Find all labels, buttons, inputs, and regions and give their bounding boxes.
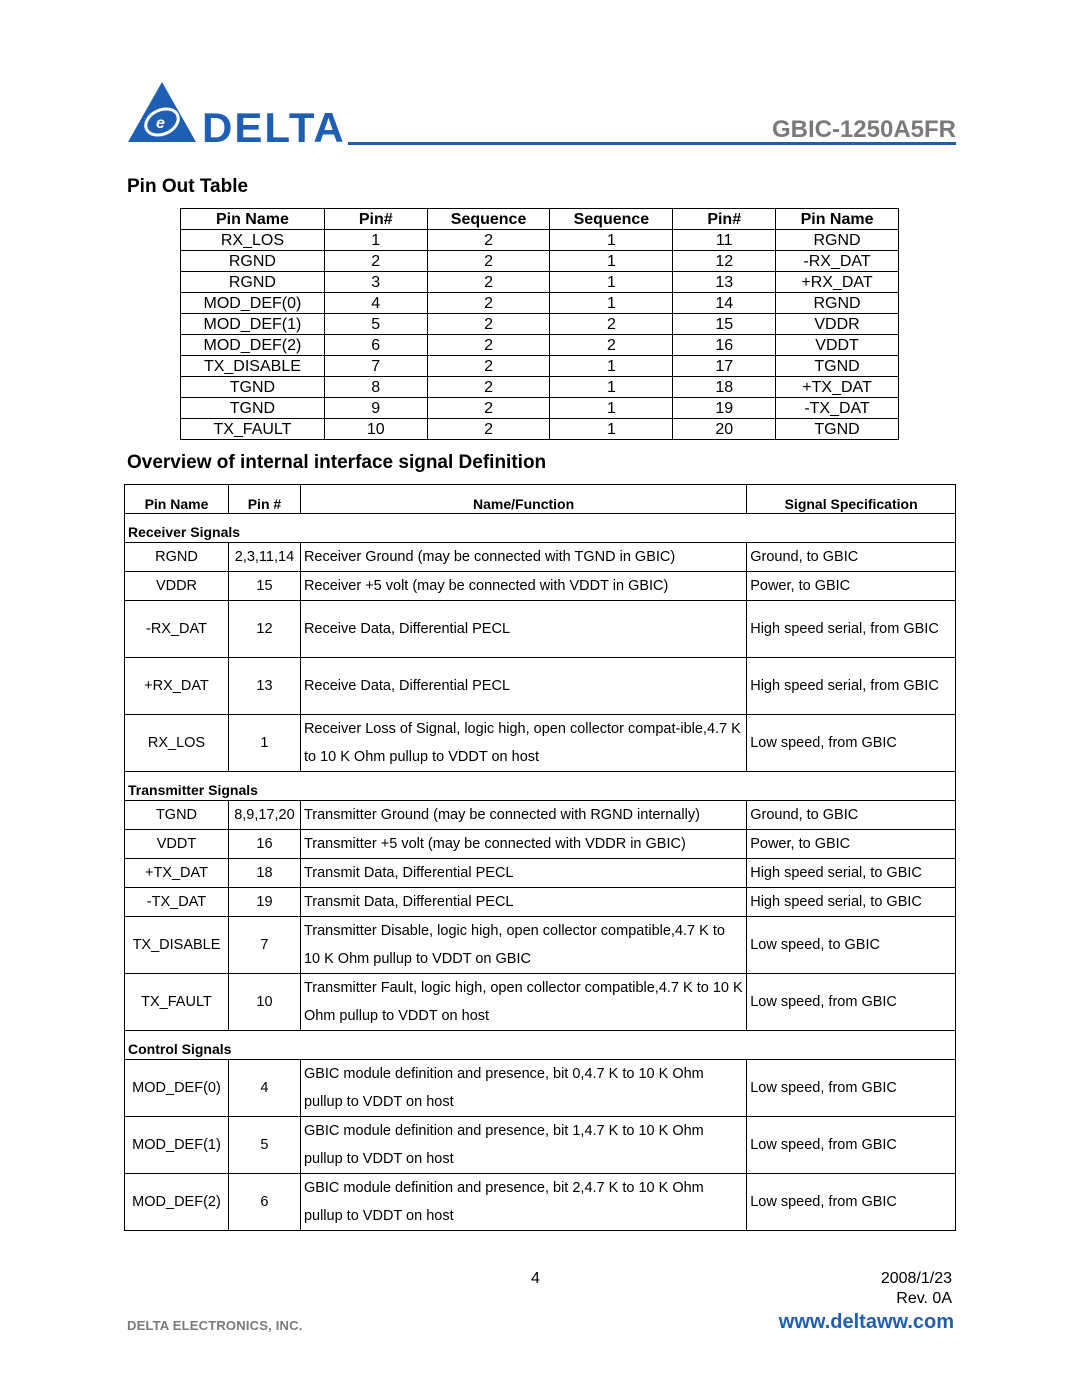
table-cell: TGND: [776, 419, 899, 440]
column-header: Sequence: [550, 209, 673, 230]
table-cell: 3: [324, 272, 427, 293]
signal-row: [125, 974, 956, 1031]
pin-out-row: [181, 377, 899, 398]
table-cell: 14: [673, 293, 776, 314]
table-cell: 10: [228, 974, 300, 1031]
table-cell: Low speed, to GBIC: [747, 917, 956, 974]
delta-logo: [126, 78, 346, 146]
table-cell: 1: [550, 272, 673, 293]
pin-out-row: [181, 272, 899, 293]
table-cell: 7: [228, 917, 300, 974]
pin-out-row: [181, 356, 899, 377]
table-cell: 2: [550, 335, 673, 356]
signal-group-label: Receiver Signals: [125, 514, 956, 543]
signal-definition-table: [124, 484, 956, 1231]
signal-row: [125, 658, 956, 715]
table-cell: 2: [324, 251, 427, 272]
table-cell: TGND: [181, 377, 325, 398]
signal-row: [125, 601, 956, 658]
logo-wordmark: DELTA: [202, 104, 346, 146]
column-header: Pin#: [324, 209, 427, 230]
signal-row: [125, 917, 956, 974]
table-cell: 1: [550, 419, 673, 440]
table-cell: Receive Data, Differential PECL: [300, 601, 746, 658]
table-cell: 1: [550, 356, 673, 377]
table-cell: 13: [673, 272, 776, 293]
table-cell: 2: [427, 335, 550, 356]
table-cell: 16: [228, 830, 300, 859]
table-cell: 5: [228, 1117, 300, 1174]
pin-out-row: [181, 314, 899, 335]
table-cell: 5: [324, 314, 427, 335]
table-cell: 19: [673, 398, 776, 419]
signal-row: [125, 1060, 956, 1117]
column-header: Pin#: [673, 209, 776, 230]
table-cell: Low speed, from GBIC: [747, 1174, 956, 1231]
signal-row: [125, 572, 956, 601]
table-cell: TX_FAULT: [181, 419, 325, 440]
pin-out-title: Pin Out Table: [127, 176, 249, 197]
table-cell: 2: [427, 377, 550, 398]
table-cell: RGND: [181, 272, 325, 293]
column-header: Pin Name: [181, 209, 325, 230]
column-header: Sequence: [427, 209, 550, 230]
table-cell: 7: [324, 356, 427, 377]
table-cell: RGND: [776, 293, 899, 314]
table-cell: 2: [427, 419, 550, 440]
table-cell: 8: [324, 377, 427, 398]
table-cell: +TX_DAT: [776, 377, 899, 398]
pin-out-header-row: [181, 209, 899, 230]
table-cell: 18: [673, 377, 776, 398]
table-cell: VDDR: [125, 572, 229, 601]
table-cell: VDDT: [125, 830, 229, 859]
table-cell: Low speed, from GBIC: [747, 715, 956, 772]
table-cell: 9: [324, 398, 427, 419]
signal-row: [125, 543, 956, 572]
table-cell: Transmitter +5 volt (may be connected with VDDR in GBIC): [300, 830, 746, 859]
table-cell: Power, to GBIC: [747, 830, 956, 859]
table-cell: Receive Data, Differential PECL: [300, 658, 746, 715]
table-cell: +RX_DAT: [776, 272, 899, 293]
table-cell: 6: [324, 335, 427, 356]
pin-out-table: [180, 208, 899, 440]
table-cell: 19: [228, 888, 300, 917]
pin-out-row: [181, 251, 899, 272]
table-cell: GBIC module definition and presence, bit 2,4.7 K to 10 K Ohm pullup to VDDT on host: [300, 1174, 746, 1231]
table-cell: -RX_DAT: [776, 251, 899, 272]
table-cell: 15: [673, 314, 776, 335]
company-name: DELTA ELECTRONICS, INC.: [127, 1318, 303, 1333]
table-cell: VDDT: [776, 335, 899, 356]
table-cell: 1: [324, 230, 427, 251]
table-cell: 12: [673, 251, 776, 272]
signal-header-row: [125, 485, 956, 514]
table-cell: +TX_DAT: [125, 859, 229, 888]
table-cell: TX_DISABLE: [181, 356, 325, 377]
table-cell: RGND: [125, 543, 229, 572]
table-cell: MOD_DEF(2): [125, 1174, 229, 1231]
table-cell: 13: [228, 658, 300, 715]
page-number: 4: [531, 1270, 540, 1287]
table-cell: TGND: [125, 801, 229, 830]
table-cell: MOD_DEF(1): [181, 314, 325, 335]
table-cell: 1: [550, 293, 673, 314]
table-cell: 1: [228, 715, 300, 772]
table-cell: 2: [427, 356, 550, 377]
table-cell: Ground, to GBIC: [747, 543, 956, 572]
table-cell: RGND: [776, 230, 899, 251]
svg-text:e: e: [156, 115, 165, 132]
table-cell: 2: [427, 230, 550, 251]
table-cell: GBIC module definition and presence, bit 1,4.7 K to 10 K Ohm pullup to VDDT on host: [300, 1117, 746, 1174]
signal-row: [125, 830, 956, 859]
table-cell: Low speed, from GBIC: [747, 1060, 956, 1117]
table-cell: Transmitter Disable, logic high, open collector compatible,4.7 K to 10 K Ohm pullup to VDDT on GBIC: [300, 917, 746, 974]
table-cell: 17: [673, 356, 776, 377]
document-title: GBIC-1250A5FR: [771, 116, 956, 143]
signal-group-row: [125, 514, 956, 543]
table-cell: 18: [228, 859, 300, 888]
table-cell: VDDR: [776, 314, 899, 335]
table-cell: MOD_DEF(1): [125, 1117, 229, 1174]
table-cell: High speed serial, from GBIC: [747, 658, 956, 715]
table-cell: 6: [228, 1174, 300, 1231]
table-cell: 2: [427, 293, 550, 314]
signal-row: [125, 888, 956, 917]
table-cell: 2: [427, 398, 550, 419]
table-cell: Transmitter Ground (may be connected with RGND internally): [300, 801, 746, 830]
signal-row: [125, 859, 956, 888]
table-cell: Receiver +5 volt (may be connected with VDDT in GBIC): [300, 572, 746, 601]
signal-row: [125, 1117, 956, 1174]
signal-group-label: Control Signals: [125, 1031, 956, 1060]
column-header: Pin Name: [776, 209, 899, 230]
table-cell: High speed serial, from GBIC: [747, 601, 956, 658]
table-cell: 1: [550, 377, 673, 398]
signal-row: [125, 715, 956, 772]
table-cell: 2,3,11,14: [228, 543, 300, 572]
table-cell: RX_LOS: [181, 230, 325, 251]
column-header: Pin #: [228, 485, 300, 514]
table-cell: -RX_DAT: [125, 601, 229, 658]
signal-group-row: [125, 1031, 956, 1060]
table-cell: TGND: [776, 356, 899, 377]
table-cell: MOD_DEF(0): [125, 1060, 229, 1117]
table-cell: 2: [550, 314, 673, 335]
table-cell: -TX_DAT: [125, 888, 229, 917]
document-revision: Rev. 0A: [896, 1290, 952, 1307]
pin-out-row: [181, 335, 899, 356]
table-cell: 20: [673, 419, 776, 440]
table-cell: RX_LOS: [125, 715, 229, 772]
table-cell: GBIC module definition and presence, bit 0,4.7 K to 10 K Ohm pullup to VDDT on host: [300, 1060, 746, 1117]
table-cell: 2: [427, 314, 550, 335]
pin-out-row: [181, 419, 899, 440]
table-cell: 2: [427, 251, 550, 272]
table-cell: 15: [228, 572, 300, 601]
table-cell: Power, to GBIC: [747, 572, 956, 601]
table-cell: 8,9,17,20: [228, 801, 300, 830]
table-cell: Receiver Loss of Signal, logic high, open collector compat-ible,4.7 K to 10 K Ohm pullup to VDDT on host: [300, 715, 746, 772]
table-cell: High speed serial, to GBIC: [747, 859, 956, 888]
table-cell: Low speed, from GBIC: [747, 974, 956, 1031]
table-cell: Ground, to GBIC: [747, 801, 956, 830]
table-cell: 16: [673, 335, 776, 356]
table-cell: 10: [324, 419, 427, 440]
pin-out-row: [181, 230, 899, 251]
table-cell: 12: [228, 601, 300, 658]
table-cell: 2: [427, 272, 550, 293]
table-cell: Transmitter Fault, logic high, open collector compatible,4.7 K to 10 K Ohm pullup to VDDT on host: [300, 974, 746, 1031]
table-cell: TX_DISABLE: [125, 917, 229, 974]
table-cell: High speed serial, to GBIC: [747, 888, 956, 917]
table-cell: TX_FAULT: [125, 974, 229, 1031]
table-cell: 11: [673, 230, 776, 251]
column-header: Name/Function: [300, 485, 746, 514]
table-cell: MOD_DEF(0): [181, 293, 325, 314]
table-cell: Receiver Ground (may be connected with TGND in GBIC): [300, 543, 746, 572]
table-cell: MOD_DEF(2): [181, 335, 325, 356]
pin-out-row: [181, 398, 899, 419]
table-cell: 1: [550, 398, 673, 419]
table-cell: 4: [228, 1060, 300, 1117]
table-cell: Transmit Data, Differential PECL: [300, 888, 746, 917]
website-link[interactable]: www.deltaww.com: [778, 1311, 954, 1333]
signal-definition-title: Overview of internal interface signal Definition: [127, 452, 547, 473]
table-cell: 1: [550, 230, 673, 251]
table-cell: +RX_DAT: [125, 658, 229, 715]
table-cell: 4: [324, 293, 427, 314]
table-cell: RGND: [181, 251, 325, 272]
document-date: 2008/1/23: [880, 1270, 952, 1287]
signal-group-label: Transmitter Signals: [125, 772, 956, 801]
table-cell: TGND: [181, 398, 325, 419]
pin-out-row: [181, 293, 899, 314]
signal-row: [125, 801, 956, 830]
table-cell: Transmit Data, Differential PECL: [300, 859, 746, 888]
table-cell: 1: [550, 251, 673, 272]
signal-row: [125, 1174, 956, 1231]
table-cell: Low speed, from GBIC: [747, 1117, 956, 1174]
column-header: Signal Specification: [747, 485, 956, 514]
signal-group-row: [125, 772, 956, 801]
column-header: Pin Name: [125, 485, 229, 514]
table-cell: -TX_DAT: [776, 398, 899, 419]
